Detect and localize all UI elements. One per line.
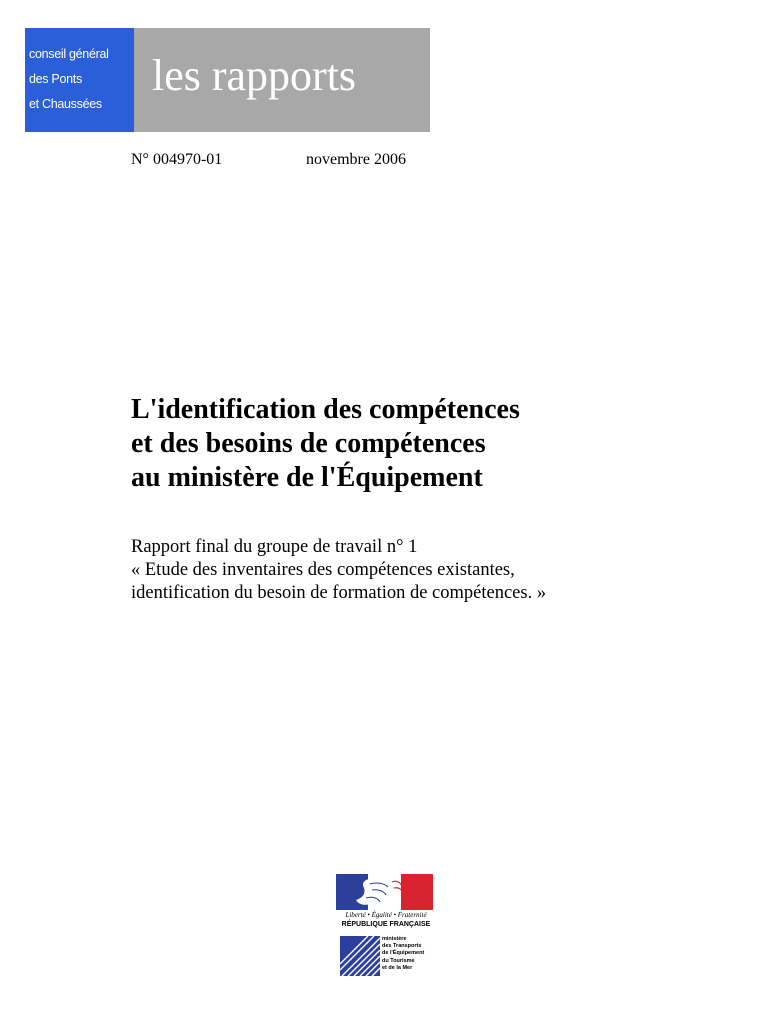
ministry-name bbox=[382, 936, 438, 972]
publisher-name-line-3: et Chaussées bbox=[29, 97, 102, 111]
ministry-name-line-2: des Transports bbox=[382, 943, 422, 950]
marianne-icon bbox=[336, 874, 433, 910]
publisher-name-line-2: des Ponts bbox=[29, 72, 82, 86]
series-title: les rapports bbox=[152, 51, 357, 100]
document-subtitle-line-1: Rapport final du groupe de travail n° 1 bbox=[131, 537, 418, 557]
ministry-name-line-5: et de la Mer bbox=[382, 964, 413, 971]
republic-motto: Liberté • Égalité • Fraternité bbox=[345, 911, 427, 919]
report-number: N° 004970-01 bbox=[131, 151, 223, 168]
ministry-name-line-1: ministère bbox=[382, 936, 407, 942]
document-subtitle-line-3: identification du besoin de formation de compétences. » bbox=[131, 583, 547, 603]
series-banner bbox=[134, 28, 430, 132]
document-subtitle-line-2: « Etude des inventaires des compétences existantes, bbox=[131, 560, 515, 580]
publisher-name-line-1: conseil général bbox=[29, 47, 109, 61]
government-logo bbox=[336, 874, 436, 984]
republic-name: RÉPUBLIQUE FRANÇAISE bbox=[341, 921, 431, 928]
ministry-mark-icon bbox=[340, 936, 380, 976]
document-title-line-2: et des besoins de compétences bbox=[131, 428, 486, 459]
report-date: novembre 2006 bbox=[306, 151, 406, 168]
publisher-logo bbox=[25, 28, 134, 132]
document-title bbox=[131, 393, 520, 495]
document-title-line-3: au ministère de l'Équipement bbox=[131, 462, 483, 493]
ministry-name-line-3: de l'Équipement bbox=[382, 950, 425, 957]
report-header bbox=[25, 28, 430, 132]
document-title-line-1: L'identification des compétences bbox=[131, 394, 520, 425]
ministry-name-line-4: du Tourisme bbox=[382, 957, 415, 964]
document-subtitle bbox=[131, 536, 546, 605]
